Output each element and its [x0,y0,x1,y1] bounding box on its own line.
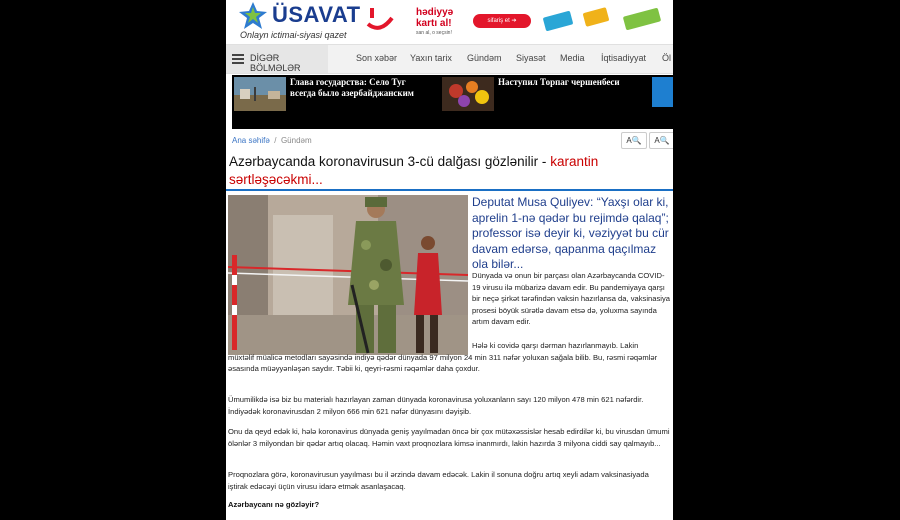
ad-line2: kartı al! [416,18,452,29]
headline-text: Azərbaycanda koronavirusun 3-cü dalğası gözlənilir - [229,154,551,169]
breadcrumb-current[interactable]: Gündəm [280,136,312,145]
logo-star-icon[interactable] [238,2,268,30]
article-photo [228,195,468,355]
ticker-item[interactable]: Глава государства: Село Туг всегда было азербайджанским [290,77,414,98]
font-increase-button[interactable]: A🔍 [621,132,647,149]
ticker-thumbnail[interactable] [234,77,286,111]
main-nav [226,44,673,74]
paragraph-text: Hələ ki covidə qarşı dərman hazırlanmayıb. Lakin [472,341,639,350]
font-decrease-button[interactable]: A🔍 [649,132,673,149]
site-logo[interactable]: ÜSAVAT [272,2,361,27]
ad-headline [416,7,453,29]
ticker-next-item[interactable] [652,77,673,107]
breadcrumb [232,136,312,145]
nav-item-iqtisadiyyat[interactable]: İqtisadiyyat [601,53,647,63]
article-lead-paragraph: Dünyada və onun bir parçası olan Azərbaycanda COVID-19 virusu ilə mübarizə davam edir. Bu pandemiyaya qarşı bir neçə şirkət tərəfindən vaksin hazırlansa da, vaksinasiya prosesi böyük sürətlə davam etsə də, yoluxma sayında artım davam edir. [472,271,670,326]
nav-item-siyaset[interactable]: Siyasət [516,53,546,63]
nav-item-son-xeber[interactable]: Son xəbər [356,53,398,63]
ad-fine-print: san al, o seçsin! [416,30,452,36]
ad-brand-icon [366,4,394,34]
paragraph-text: müxtəlif müalicə metodları sayəsində indiyə qədər dünyada 97 milyon 24 min 311 nəfər yoluxan sağala bilib. Bu, rəsmi rəqəmlər əsasında müəyyənləşən saydır. Təbii ki, qeyri-rəsmi rəqəmlər daha çoxdur. [228,352,658,373]
ad-card-icon [623,8,661,31]
ticker-thumbnail[interactable] [442,77,494,111]
ticker-item[interactable]: Наступил Торпаг чершенбеси [498,77,620,87]
nav-item-gundem[interactable]: Gündəm [467,53,502,63]
news-page [226,0,673,520]
breadcrumb-home[interactable]: Ana səhifə [232,136,270,145]
headline-divider [226,189,673,191]
other-sections-menu[interactable] [226,45,328,73]
nav-item-overflow[interactable]: Öl [662,53,671,63]
hamburger-icon[interactable] [232,54,244,64]
ad-banner[interactable] [366,2,673,38]
article-paragraph [228,340,670,375]
ad-line1: hədiyyə [416,7,454,18]
article-lead-title[interactable]: Deputat Musa Quliyev: “Yaxşı olar ki, aprelin 1-nə qədər bu rejimdə qalaq”; professor isə deyir ki, vəziyyət bu cür davam edərsə, qapanma qaçılmaz ola bilər... [472,195,669,271]
site-tagline: Onlayn ictimai-siyasi qazet [240,30,347,40]
article-paragraph: Proqnozlara görə, koronavirusun yayılması bu il ərzində davam edəcək. Lakin il sonuna doğru artıq xeyli adam vaksinasiyada iştirak edəcəyi üçün virusu idarə etmək asanlaşacaq. [228,470,649,491]
headline-highlight: karantin sərtləşəcəkmi... [229,154,599,187]
breadcrumb-separator: / [274,136,277,145]
ad-order-button[interactable]: sifariş et ➔ [473,14,531,28]
menu-label: DİGƏR BÖLMƏLƏR [250,53,301,73]
nav-item-yaxin-tarix[interactable]: Yaxın tarix [410,53,452,63]
ad-card-icon [583,7,610,27]
article-subheading: Azərbaycanı nə gözləyir? [228,500,320,509]
site-header [226,0,673,44]
news-ticker [232,75,673,129]
article-paragraph: Ümumilikdə isə biz bu materialı hazırlayan zaman dünyada koronavirusa yoluxanların sayı 120 milyon 478 min 621 nəfərdir. İndiyədək koronavirusdan 2 milyon 666 min 621 nəfər dünyasını dəyişib. [228,395,644,416]
ad-card-icon [543,11,574,32]
article-headline [229,153,669,189]
article-paragraph: Onu da qeyd edək ki, hələ koronavirus dünyada geniş yayılmadan öncə bir çox mütəxəssislər hesab edirdilər ki, bu virusdan ümumi ölənlər 3 milyondan bir qədər artıq olacaq. Həmin vaxt proqnozlara kimsə inanmırdı, lakin hazırda 3 milyona ciddi say qalmayıb... [228,427,670,448]
nav-item-media[interactable]: Media [560,53,585,63]
